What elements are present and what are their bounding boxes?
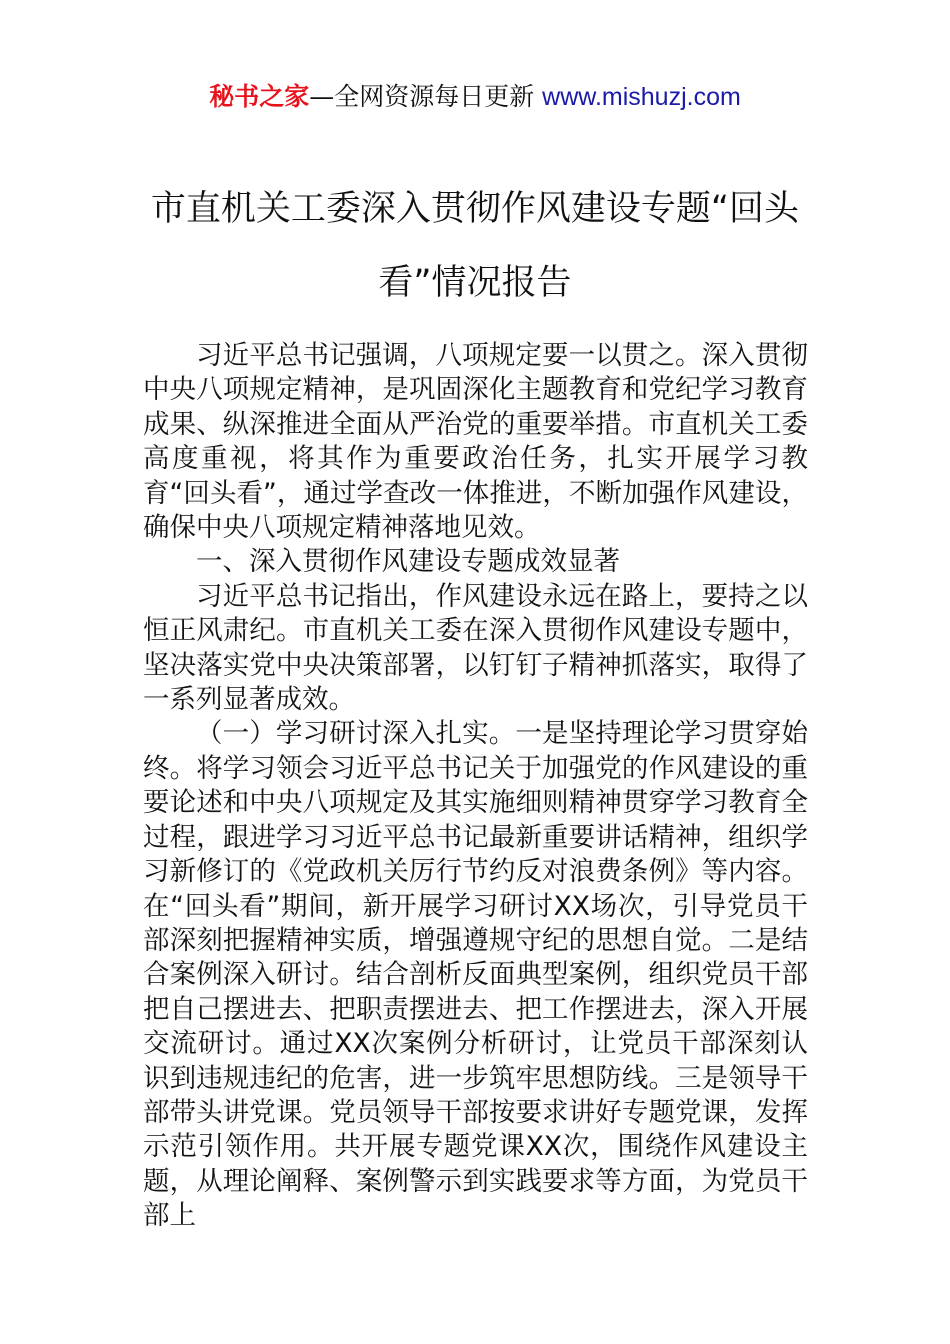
document-body	[143, 339, 808, 1234]
site-url-link[interactable]: www.mishuzj.com	[542, 83, 741, 111]
paragraph-intro: 习近平总书记强调，八项规定要一以贯之。深入贯彻中央八项规定精神，是巩固深化主题教育和党纪学习教育成果、纵深推进全面从严治党的重要举措。市直机关工委高度重视，将其作为重要政治任务，扎实开展学习教育“回头看”，通过学查改一体推进，不断加强作风建设，确保中央八项规定精神落地见效。	[143, 340, 808, 544]
site-header	[0, 80, 950, 114]
document-title: 市直机关工委深入贯彻作风建设专题“回头看”情况报告	[150, 189, 800, 303]
paragraph-study-discussion: （一）学习研讨深入扎实。一是坚持理论学习贯穿始终。将学习领会习近平总书记关于加强党的作风建设的重要论述和中央八项规定及其实施细则精神贯穿学习教育全过程，跟进学习习近平总书记最新重要讲话精神，组织学习新修订的《党政机关厉行节约反对浪费条例》等内容。在“回头看”期间，新开展学习研讨XX场次，引导党员干部深刻把握精神实质，增强遵规守纪的思想自觉。二是结合案例深入研讨。结合剖析反面典型案例，组织党员干部把自己摆进去、把职责摆进去、把工作摆进去，深入开展交流研讨。通过XX次案例分析研讨，让党员干部深刻认识到违规违纪的危害，进一步筑牢思想防线。三是领导干部带头讲党课。党员领导干部按要求讲好专题党课，发挥示范引领作用。共开展专题党课XX次，围绕作风建设主题，从理论阐释、案例警示到实践要求等方面，为党员干部上	[143, 718, 808, 1232]
site-tagline: —全网资源每日更新	[309, 82, 543, 111]
site-brand: 秘书之家	[209, 82, 310, 111]
section-heading-1: 一、深入贯彻作风建设专题成效显著	[196, 546, 620, 578]
paragraph-section-1-intro: 习近平总书记指出，作风建设永远在路上，要持之以恒正风肃纪。市直机关工委在深入贯彻作风建设专题中，坚决落实党中央决策部署，以钉钉子精神抓落实，取得了一系列显著成效。	[143, 580, 808, 716]
